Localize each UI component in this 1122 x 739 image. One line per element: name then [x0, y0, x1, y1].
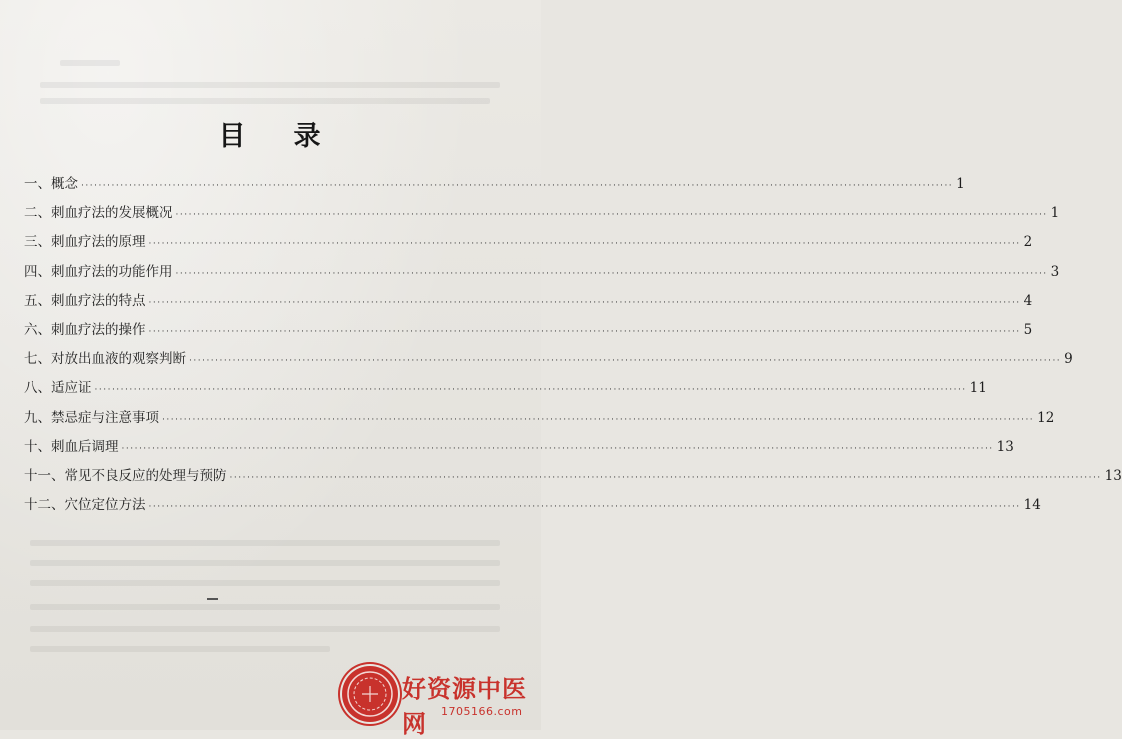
toc-leader-dots: ········································································································································································································ — [229, 472, 1102, 483]
title-char-2: 录 — [293, 121, 323, 152]
toc-entry[interactable] — [24, 347, 1073, 376]
toc-entry-label: 二、刺血疗法的发展概况 — [24, 205, 173, 222]
toc-leader-dots: ········································································································································································································ — [148, 297, 1021, 308]
toc-leader-dots: ········································································································································································································ — [175, 268, 1048, 279]
toc-entry-page: 1 — [956, 176, 965, 192]
toc-entry-page: 9 — [1064, 351, 1073, 368]
table-of-contents — [24, 172, 1122, 522]
toc-entry-label: 五、刺血疗法的特点 — [24, 292, 146, 309]
toc-entry[interactable] — [24, 435, 1014, 464]
toc-entry[interactable] — [24, 376, 987, 405]
toc-entry-label: 四、刺血疗法的功能作用 — [24, 263, 173, 280]
toc-entry[interactable] — [24, 230, 1033, 259]
show-through-line — [40, 82, 500, 88]
toc-leader-dots: ········································································································································································································ — [148, 239, 1021, 250]
toc-entry-page: 11 — [969, 380, 987, 397]
toc-entry[interactable] — [24, 201, 1060, 230]
toc-entry[interactable] — [24, 493, 1041, 522]
toc-leader-dots: ········································································································································································································ — [148, 502, 1021, 513]
show-through-line — [30, 626, 500, 632]
show-through-line — [30, 604, 500, 610]
watermark-url: 1705166.com — [441, 705, 523, 718]
show-through-line — [30, 580, 500, 586]
toc-entry-label: 一、概念 — [24, 176, 78, 192]
toc-entry-page: 12 — [1037, 409, 1055, 426]
show-through-line — [60, 60, 120, 66]
seal-icon — [342, 666, 398, 722]
toc-entry[interactable] — [24, 318, 1033, 347]
toc-entry-page: 2 — [1023, 234, 1033, 251]
toc-entry-label: 十一、常见不良反应的处理与预防 — [24, 467, 227, 484]
toc-entry-label: 八、适应证 — [24, 380, 92, 397]
page-title — [0, 114, 541, 153]
toc-leader-dots: ········································································································································································································ — [81, 181, 954, 191]
page-mark-dash — [207, 598, 218, 600]
toc-leader-dots: ········································································································································································································ — [121, 443, 994, 454]
toc-leader-dots: ········································································································································································································ — [175, 210, 1048, 221]
show-through-line — [30, 646, 330, 652]
toc-leader-dots: ········································································································································································································ — [148, 326, 1021, 337]
toc-entry-page: 14 — [1023, 497, 1041, 514]
show-through-line — [30, 560, 500, 566]
toc-entry-page: 4 — [1023, 292, 1033, 309]
show-through-line — [40, 98, 490, 104]
toc-entry[interactable] — [24, 406, 1055, 435]
toc-entry[interactable] — [24, 172, 965, 201]
toc-entry-label: 三、刺血疗法的原理 — [24, 234, 146, 251]
toc-entry-label: 十二、穴位定位方法 — [24, 497, 146, 514]
toc-entry-page: 1 — [1050, 205, 1060, 222]
toc-entry-page: 13 — [1104, 467, 1122, 484]
toc-leader-dots: ········································································································································································································ — [162, 414, 1035, 425]
toc-entry[interactable] — [24, 464, 1122, 493]
toc-entry-page: 13 — [996, 438, 1014, 455]
title-char-1: 目 — [218, 121, 248, 152]
toc-entry[interactable] — [24, 260, 1060, 289]
toc-leader-dots: ········································································································································································································ — [189, 356, 1062, 367]
toc-entry-page: 5 — [1023, 321, 1033, 338]
toc-leader-dots: ········································································································································································································ — [94, 385, 967, 396]
toc-entry-label: 九、禁忌症与注意事项 — [24, 409, 159, 426]
watermark-seal — [342, 666, 398, 722]
watermark-brand: 好资源中医网 — [402, 675, 527, 738]
toc-entry-label: 六、刺血疗法的操作 — [24, 321, 146, 338]
toc-entry-page: 3 — [1050, 263, 1060, 280]
toc-entry[interactable] — [24, 289, 1033, 318]
toc-entry-label: 十、刺血后调理 — [24, 438, 119, 455]
toc-entry-label: 七、对放出血液的观察判断 — [24, 351, 186, 368]
show-through-line — [30, 540, 500, 546]
